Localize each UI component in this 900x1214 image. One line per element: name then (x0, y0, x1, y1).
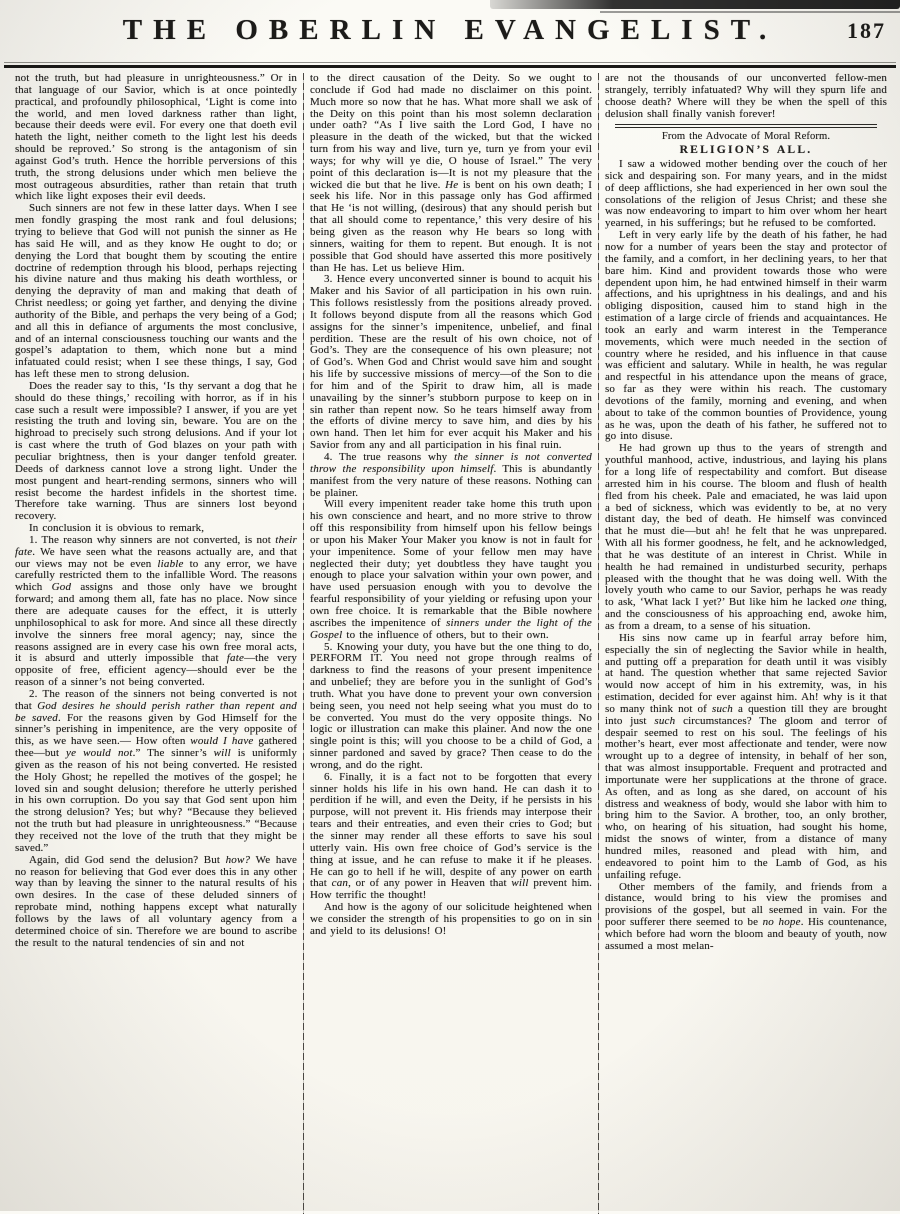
page-number: 187 (847, 18, 886, 43)
newspaper-title: THE OBERLIN EVANGELIST. (122, 14, 778, 46)
article-source: From the Advocate of Moral Reform. (661, 131, 831, 143)
paragraph: not the truth, but had pleasure in unrighteousness.” Or in that language of our Savior, which is at once pointedly practical, and profoundly philosophical, ‘Light is come into the world, and men loved darkness rather than light, because their deeds were evil. For every one that doeth evil hateth the light, neither cometh to the light lest his deeds should be reproved.’ So strong is the antagonism of sin against God’s truth. Hence the horrible perversions of this truth, the strong delusions under which men believe the most outrageous absurdities, rather than retain that truth which like light exposes their evil deeds. (15, 72, 297, 203)
paragraph: 1. The reason why sinners are not converted, is not their fate. We have seen what the reasons actually are, and that our views may not be even liable to any error, we have carefully restricted them to the infallible Word. The reasons which God assigns and those only have we brought forward; and among them all, fate has no place. Now since there are adequate causes for the effect, it is utterly unphilosophical to ask for more. And since all these directly involve the sinners free moral agency; nay, since the reasons assigned are in every case his own free moral acts, it is absurd and utterly impossible that fate—the very opposite of free, efficient agency—should ever be the reason of a sinner’s not being converted. (15, 533, 297, 689)
paragraph: And how is the agony of our solicitude heightened when we consider the strength of his propensities to go on in sin and yield to its delusions! O! (310, 901, 592, 937)
paragraph: Does the reader say to this, ‘Is thy servant a dog that he should do these things,’ recoiling with horror, as if in his case such a result were impossible? I answer, if you are yet resisting the truth and loving sin, beware. You are on the highroad to precisely such strong delusions. And if your lot is cast where the truth of God blazes on your path with peculiar brightness, then is your danger tenfold greater. Deeds of darkness cannot love a strong light. Under the most pungent and heart-rending sermons, sinners who will resist become the hardest infidels in the shortest time. Therefore take warning. Thus are sinners lost beyond recovery. (15, 379, 297, 523)
paragraph: Other members of the family, and friends from a distance, would bring to his view the promises and provisions of the gospel, but all seemed in vain. For the poor sufferer there seemed to be no hope. His countenance, which before had worn the bloom and beauty of youth, now assumed a most melan- (605, 880, 887, 952)
section-divider-rule (615, 124, 877, 128)
paragraph: Such sinners are not few in these latter days. When I see men fondly grasping the most rank and foul delusions; trying to believe that God will not punish the sinner as He has said He will, and as they know He ought to do; or denying the Lord that bought them by scouting the entire doctrine of redemption through his blood, perhaps rejecting his divine nature and thus making his death worthless, or denying the depravity of man and making that death of Christ needless; or going yet farther, and denying the divine authority of the Bible, and perhaps the very being of a God; and all this in defiance of arguments the most conclusive, and of an internal consciousness touching our wants and the gospel’s adaptation to them, which none but a mind infatuated could resist; when I see these things, I say, God has left these men to strong delusion. (15, 202, 297, 381)
column (599, 73, 893, 1214)
article-title: RELIGION’S ALL. (679, 143, 813, 157)
paragraph: Will every impenitent reader take home this truth upon his own conscience and heart, and no more strive to throw off this responsibility from himself upon his fellow beings or upon his Maker Your Maker you know is not in fault for your impenitence. Some of your fellow men may have neglected their duty; yet doubtless they have taught you enough to place your salvation within your own power, and have used persuasion enough with you to devolve the fearful responsibility of your yielding or refusing upon your own free choice. It is remarkable that the Bible nowhere ascribes the impenitence of sinners under the light of the Gospel to the influence of others, but to their own. (310, 498, 592, 641)
column (9, 73, 303, 1214)
paragraph: In conclusion it is obvious to remark, (29, 522, 205, 535)
text-columns (0, 68, 900, 1214)
paragraph: 6. Finally, it is a fact not to be forgotten that every sinner holds his life in his own hand. He can dash it to perdition if he will, and even the Deity, if he persists in his purpose, will not prevent it. His friends may interpose their tears and their entreaties, and even their cries to God; but the sinner may render all these efforts to save his soul utterly vain. His own free choice of God’s service is the thing at issue, and he can refuse to make it if he pleases. He can go to hell if he will, despite of any power on earth that can, or of any power in Heaven that will prevent him. How terrific the thought! (310, 770, 592, 902)
paragraph: Left in very early life by the death of his father, he had now for a number of years been the stay and protector of the family, and a comfort, in her declining years, to her that bare him. Kind and provident towards those who were dependent upon him, he had entwined himself in their warm affections, and his uprightness in his dealings, and and his obliging disposition, caused him to stand high in the estimation of a large circle of friends and acquaintances. He took an early and warm interest in the Temperance movements, which were much needed in the section of country where he resided, and his influence in that cause was efficient and salutary. While in health, he was regular and respectful in his attendance upon the means of grace, so far as they were within his reach. The customary devotions of the family, morning and evening, and when about to take of the common bounties of Providence, young as he was, upon the death of his father, he suffered not to go into disuse. (605, 229, 887, 443)
paragraph: are not the thousands of our unconverted fellow-men strangely, terribly infatuated? Why will they spurn life and choose death? Where will they be when the spell of this delusion shall finally vanish forever! (605, 72, 887, 120)
paragraph: 3. Hence every unconverted sinner is bound to acquit his Maker and his Savior of all participation in his own ruin. This follows resistlessly from the positions already proved. It follows beyond dispute from all the reasons which God assigns for the sinner’s impenitence, unbelief, and final perdition. These are the result of his own choice, not of God’s. They are the consequence of his own pleasure; not of God’s. When God and Christ would save him and sought his life by successive missions of mercy—of the Son to die for him and of the Spirit to draw him, all is made unavailing by the sinner’s stubborn purpose to keep on in sin rather than repent now. So he tears himself away from the efforts of divine mercy to save him, and dies by his own hand. Then let him for ever acquit his Maker and his Savior from any and all participation in his final ruin. (310, 273, 592, 452)
paragraph: Again, did God send the delusion? But how? We have no reason for believing that God ever does this in any other way than by leaving the sinner to the natural results of his own desires. In the case of these deluded sinners of reprobate mind, nothing happens except what naturally follows by the laws of all voluntary agency from a determined choice of sin. Therefore we are bound to ascribe the result to the natural tendencies of sin and not (15, 853, 298, 949)
paragraph: 5. Knowing your duty, you have but the one thing to do, PERFORM IT. You need not grope through realms of darkness to find the reasons of your present impenitence and unbelief; they are before you in the sunlight of God’s truth. What you have done to prevent your own conversion being seen, you need not help seeing what you must do to be converted. You must do the very opposite things. No logic or illustration can make this plainer. And now the one single point is this; will you choose to be a child of God, a sinner pardoned and saved by grace? Then cease to do the wrong, and do the right. (310, 640, 592, 771)
paragraph: I saw a widowed mother bending over the couch of her sick and despairing son. For many years, and in the midst of deep afflictions, she had experienced in her own soul the consolations of the religion of Jesus Christ; and these she was now endeavoring to impart to him over whom her heart yearned, in his sufferings; but he refused to be comforted. (605, 158, 887, 230)
paragraph: His sins now came up in fearful array before him, especially the sin of neglecting the Savior while in health, and putting off a preparation for death until it was visibly at hand. The question whether that same rejected Savior would now accept of him in his extremity, was, in his estimation, decided for ever against him. Ah! why is it that so many think not of such a question till they are brought into just such circumstances? The gloom and terror of despair seemed to rest on his soul. The feelings of his mother’s heart, ever most affectionate and tender, were now wrought up to a degree of intensity, in behalf of her son, that was almost insupportable. Frequent and protracted and importunate were her supplications at the throne of grace. As often, and as long as she dared, on account of his distress and weakness of body, would she labor with him to bring him to the Savior. A brother, too, an only brother, who, on hearing of his situation, had sought his home, midst the snows of winter, from a distance of many hundred miles, reasoned and plead with him, and endeavored to point him to the Lamb of God, as his unfailing refuge. (605, 631, 888, 881)
paragraph: He had grown up thus to the years of strength and youthful manhood, active, industrious, and laying his plans for a long life of respectability and comfort. But disease arrested him in his course. The bloom and flush of health fled from his cheek. Pale and emaciated, he was laid upon a bed of sickness, which was evidently to be, at no very distant day, the bed of death. He himself was convinced that he must die—but ah! he felt that he was unprepared. With all his former goodness, he felt, and he acknowledged, that he was destitute of an interest in Christ. While in health he had remained in undisturbed security, perhaps pleased with the thought that he was doing well. With the lovely youth who came to our Savior, perhaps he was ready to ask, ‘What lack I yet?’ But like him he lacked one thing, and the consciousness of his approaching end, awoke him, as from a dream, to a sense of his situation. (605, 442, 888, 632)
paragraph: 4. The true reasons why the sinner is not converted throw the responsibility upon himself. This is abundantly manifest from the very nature of these reasons. Nothing can be plainer. (310, 451, 592, 499)
paragraph: to the direct causation of the Deity. So we ought to conclude if God had made no disclaimer on this point. Much more so now that he has. What more shall we ask of the Deity on this point than his most solemn declaration under oath? “As I live saith the Lord God, I have no pleasure in the death of the wicked, but that the wicked turn from his way and live, turn ye, turn ye from your evil ways; for why will ye die, O house of Israel.” The very point of this declaration is—It is not my pleasure that the wicked die but that he live. He is bent on his own death; I seek his life. Nor in this passage only has God affirmed that He ‘is not willing, (desirous) that any should perish but that all should come to repentance,’ this very desire of his being given as the reason why He bears so long with sinners, waiting for them to repent. But enough. It is not possible that God should have asserted this more positively than He has. Let us believe Him. (310, 72, 593, 274)
paragraph: 2. The reason of the sinners not being converted is not that God desires he should perish rather than repent and be saved. For the reasons given by God Himself for the sinner’s perishing in impenitence, are the very opposite of this, as we have seen.— How often would I have gathered thee—but ye would not.” The sinner’s will is uniformly given as the reason of his not being converted. He resisted the Holy Ghost; he repelled the motives of the gospel; he loved sin and sought delusion; therefore he utterly perished in his own corruption. Do you say that God sent upon him the strong delusion? Yes; but why? “Because they believed not the truth but had pleasure in unrighteousness.” “Because they received not the love of the truth that they might be saved.” (15, 687, 298, 854)
column (304, 73, 598, 1214)
masthead (0, 0, 900, 60)
